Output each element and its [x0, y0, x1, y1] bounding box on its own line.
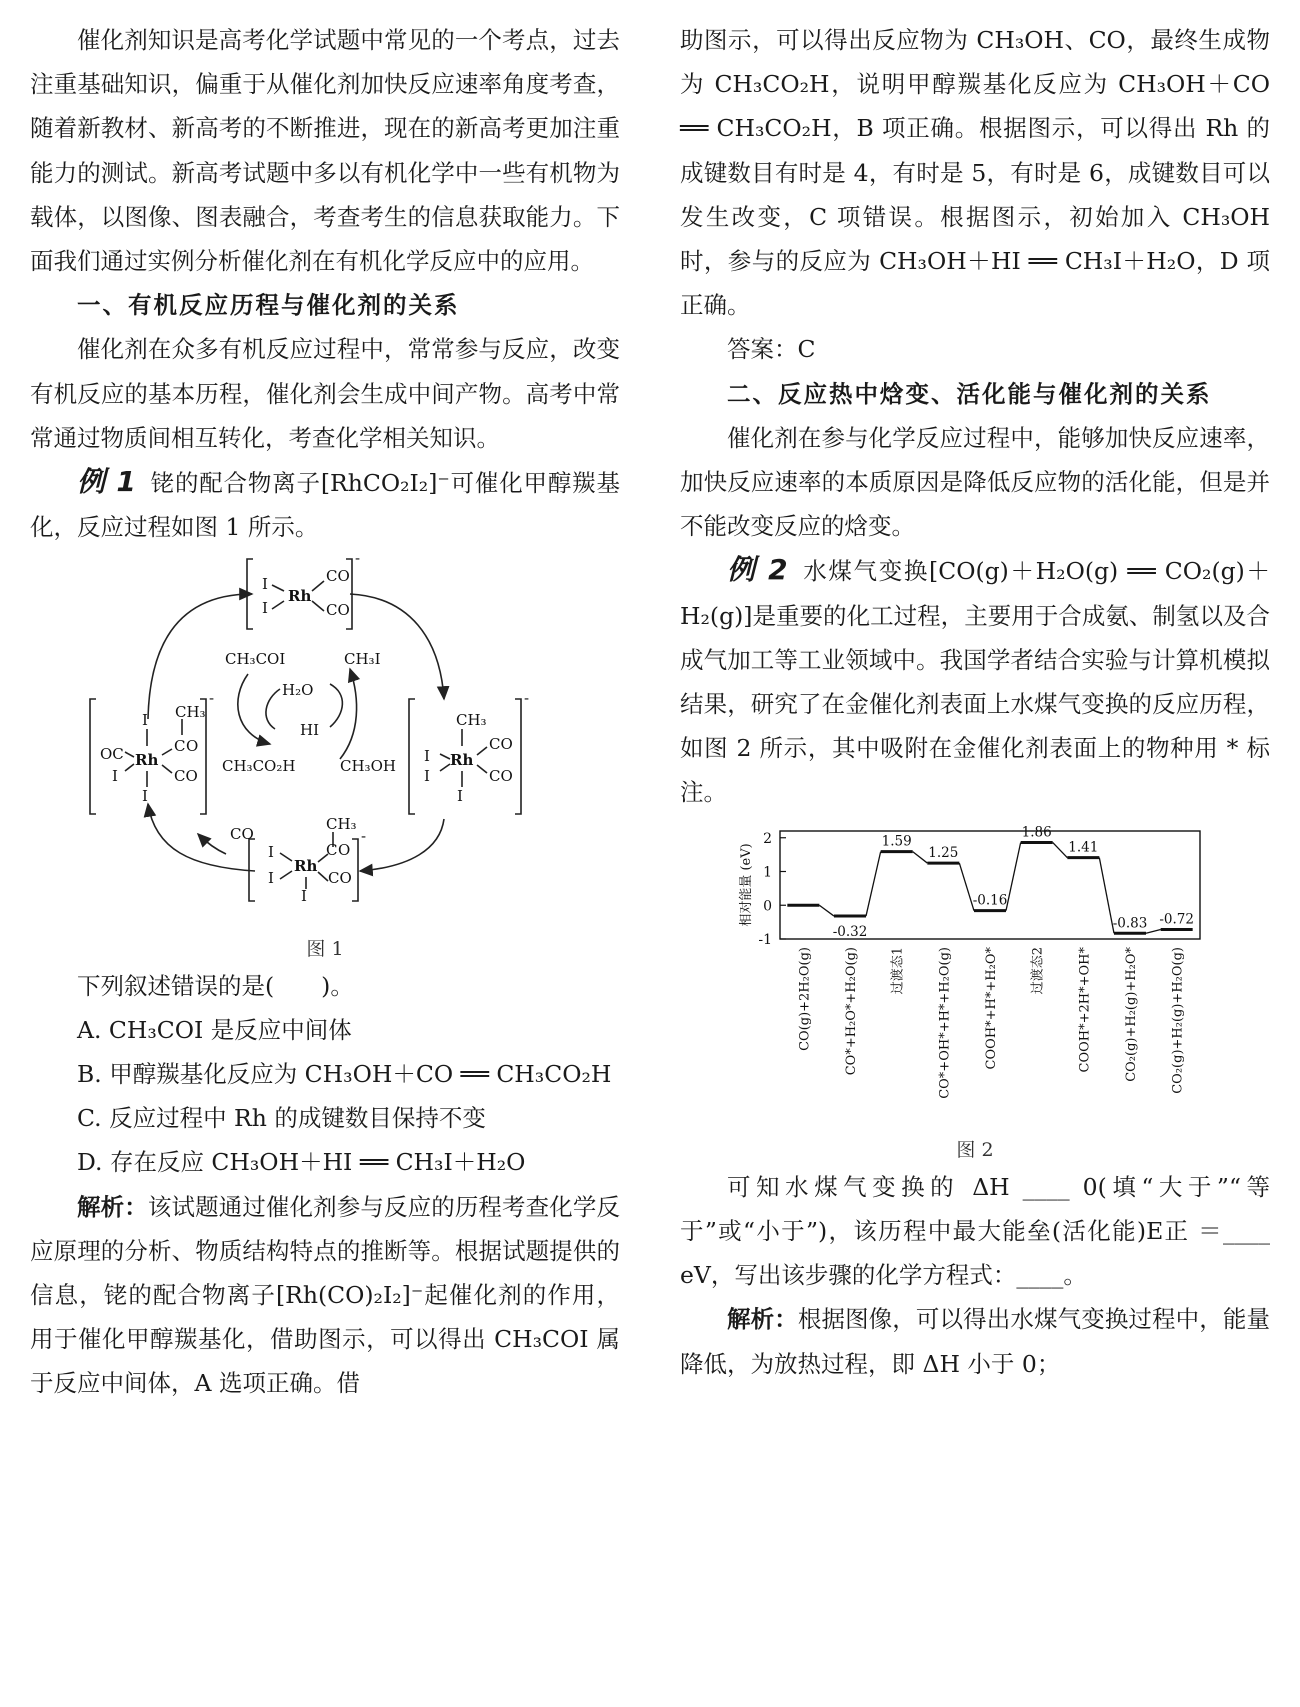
right-column — [680, 18, 1270, 1386]
example2-paragraph — [680, 548, 1270, 814]
fig1-atom-co: CO — [326, 601, 350, 620]
fig1-atom-rh: Rh — [450, 751, 474, 770]
option-a: A. CH₃COI 是反应中间体 — [77, 1015, 352, 1044]
connector-line — [959, 863, 974, 911]
data-label: -0.72 — [1159, 911, 1194, 928]
fig1-atom-c: C — [326, 841, 338, 860]
data-label: 1.59 — [881, 833, 912, 850]
fig1-atom-i: I — [112, 767, 118, 786]
left-column — [30, 18, 620, 1406]
connector-line — [819, 905, 834, 916]
data-label: -0.32 — [832, 923, 868, 940]
connector-line — [1053, 842, 1068, 857]
fig1-species-h2o: H₂O — [282, 681, 314, 700]
analysis-label: 解析： — [77, 1192, 148, 1221]
cycle-arrow-top-right — [350, 594, 444, 699]
option-b: B. 甲醇羰基化反应为 CH₃OH＋CO ══ CH₃CO₂H — [77, 1060, 612, 1089]
fig1-atom-rh: Rh — [135, 751, 159, 770]
analysis-continued: 助图示，可以得出反应物为 CH₃OH、CO，最终生成物为 CH₃CO₂H，说明甲醇羰基化反应为 CH₃OH＋CO ══ CH₃CO₂H，B 项正确。根据图示，可以得出 Rh 的成键数目有时是 4，有时是 5，有时是 6，成键数目可以发生改变，C 项错误。根据图示，初始加入 CH₃OH 时，参与的反应为 CH₃OH＋HI ══ CH₃I＋H₂O，D 项正确。 — [680, 26, 1270, 320]
question-stem: 下列叙述错误的是( )。 — [77, 971, 354, 1000]
section1-title: 一、有机反应历程与催化剂的关系 — [77, 291, 460, 320]
example1-text: 铑的配合物离子[RhCO₂I₂]⁻可催化甲醇羰基化，反应过程如图 1 所示。 — [30, 469, 620, 542]
section2-paragraph: 催化剂在参与化学反应过程中，能够加快反应速率，加快反应速率的本质原因是降低反应物的活化能，但是并不能改变反应的焓变。 — [680, 423, 1270, 541]
fig1-species-co: CO — [230, 825, 254, 844]
answer-line: 答案：C — [727, 335, 816, 364]
fig1-atom-ch3: CH₃ — [326, 815, 357, 834]
example1-paragraph — [30, 460, 620, 549]
analysis2-label: 解析： — [727, 1305, 798, 1334]
fig1-atom-co: CO — [328, 869, 352, 888]
co-in-arrow — [198, 834, 226, 854]
fig1-charge: - — [209, 689, 215, 708]
data-label: 1.25 — [928, 844, 959, 861]
inner-arrow-h2o — [266, 689, 280, 729]
connector-line — [1146, 929, 1161, 933]
inner-arrow-right — [340, 669, 357, 759]
fig1-atom-o: O — [338, 841, 351, 860]
question2-paragraph: 可知水煤气变换的 ΔH ____ 0(填“大于”“等于”或“小于”)，该历程中最大能垒(活化能)E正 ＝____ eV，写出该步骤的化学方程式：____。 — [680, 1172, 1270, 1290]
fig1-atom-co: CO — [326, 567, 350, 586]
fig1-atom-i: I — [268, 843, 274, 862]
connector-line — [913, 851, 928, 862]
analysis2-text: 根据图像，可以得出水煤气变换过程中，能量降低，为放热过程，即 ΔH 小于 0； — [680, 1305, 1271, 1378]
category-label: CO*+OH*+H*+H₂O(g) — [937, 946, 953, 1099]
y-tick-label: 0 — [763, 897, 772, 914]
data-label: 1.86 — [1021, 824, 1052, 841]
section1-paragraph: 催化剂在众多有机反应过程中，常常参与反应，改变有机反应的基本历程，催化剂会生成中间产物。高考中常常通过物质间相互转化，考查化学相关知识。 — [30, 335, 620, 452]
cycle-arrow-bottom-right — [360, 819, 444, 871]
figure2 — [680, 821, 1270, 1135]
fig1-atom-i: I — [424, 747, 430, 766]
fig1-atom-co: CO — [489, 767, 513, 786]
inner-arrow-left — [238, 674, 270, 744]
analysis-text: 该试题通过催化剂参与反应的历程考查化学反应原理的分析、物质结构特点的推断等。根据试题提供的信息，铑的配合物离子[Rh(CO)₂I₂]⁻起催化剂的作用，用于催化甲醇羰基化，借助图示，可以得出 CH₃COI 属于反应中间体，A 选项正确。借 — [30, 1192, 621, 1398]
fig1-atom-co: CO — [174, 767, 198, 786]
fig1-species-ch3coi: CH₃COI — [225, 650, 286, 669]
fig1-atom-i: I — [142, 787, 148, 806]
fig1-atom-i: I — [301, 887, 307, 906]
connector-line — [866, 851, 881, 915]
fig1-atom-ch3: CH₃ — [456, 711, 487, 730]
category-label: CO(g)+2H₂O(g) — [797, 946, 813, 1051]
fig1-atom-i: I — [262, 599, 268, 618]
y-tick-label: 2 — [763, 830, 772, 847]
y-tick-label: 1 — [763, 864, 772, 881]
intro-paragraph: 催化剂知识是高考化学试题中常见的一个考点，过去注重基础知识，偏重于从催化剂加快反应速率角度考查，随着新教材、新高考的不断推进，现在的新高考更加注重能力的测试。新高考试题中多以有机化学中一些有机物为载体，以图像、图表融合，考查考生的信息获取能力。下面我们通过实例分析催化剂在有机化学反应中的应用。 — [30, 26, 620, 276]
fig1-atom-i: I — [142, 711, 148, 730]
fig1-charge: - — [355, 549, 361, 568]
y-tick-label: -1 — [758, 931, 772, 948]
figure2-caption: 图 2 — [956, 1138, 994, 1161]
category-label: COOH*+2H*+OH* — [1077, 946, 1093, 1073]
figure1-caption: 图 1 — [306, 937, 344, 960]
fig1-atom-c: C — [174, 737, 186, 756]
category-label: COOH*+H*+H₂O* — [984, 946, 999, 1070]
fig1-atom-o: O — [186, 737, 199, 756]
analysis2-paragraph — [680, 1297, 1270, 1385]
fig1-atom-i: I — [268, 869, 274, 888]
fig1-species-hi: HI — [300, 721, 320, 740]
fig1-species-ch3i: CH₃I — [344, 650, 381, 669]
data-label: -0.16 — [972, 892, 1008, 909]
category-label: CO₂(g)+H₂(g)+H₂O* — [1124, 946, 1139, 1082]
data-label: -0.83 — [1112, 914, 1148, 931]
option-d: D. 存在反应 CH₃OH＋HI ══ CH₃I＋H₂O — [77, 1148, 526, 1177]
fig1-catalytic-cycle — [30, 549, 620, 919]
connector-line — [1099, 857, 1114, 933]
y-axis-label: 相对能量 (eV) — [739, 842, 754, 927]
connector-line — [1006, 842, 1021, 910]
energy-profile-chart — [680, 821, 1270, 1121]
inner-arrow-hi — [330, 684, 342, 727]
fig1-atom-i: I — [262, 575, 268, 594]
category-label: CO*+H₂O*+H₂O(g) — [844, 946, 859, 1075]
fig1-atom-co: CO — [489, 735, 513, 754]
fig1-atom-i: I — [457, 787, 463, 806]
fig1-atom-ch3: CH₃ — [175, 703, 206, 722]
analysis-paragraph — [30, 1185, 620, 1406]
category-label: CO₂(g)+H₂(g)+H₂O(g) — [1170, 946, 1186, 1094]
section2-title: 二、反应热中焓变、活化能与催化剂的关系 — [727, 379, 1212, 408]
example2-text: 水煤气变换[CO(g)＋H₂O(g) ══ CO₂(g)＋H₂(g)]是重要的化工过程，主要用于合成氨、制氢以及合成气加工等工业领域中。我国学者结合实验与计算机模拟结果，研究了在金催化剂表面上水煤气变换的反应历程，如图 2 所示，其中吸附在金催化剂表面上的物种用 * 标注。 — [680, 557, 1270, 807]
category-label: 过渡态1 — [890, 946, 906, 994]
fig1-atom-oc: OC — [100, 745, 124, 764]
option-c: C. 反应过程中 Rh 的成键数目保持不变 — [77, 1104, 486, 1133]
fig1-atom-rh: Rh — [294, 857, 318, 876]
fig1-atom-rh: Rh — [288, 587, 312, 606]
fig1-charge: - — [524, 689, 530, 708]
figure1 — [30, 549, 620, 933]
example2-label: 例 2 — [727, 553, 788, 587]
category-label: 过渡态2 — [1030, 946, 1046, 994]
fig1-species-ch3co2h: CH₃CO₂H — [222, 757, 296, 776]
fig1-charge: - — [361, 827, 367, 846]
fig1-atom-i: I — [424, 767, 430, 786]
data-label: 1.41 — [1068, 839, 1099, 856]
example1-label: 例 1 — [77, 465, 136, 499]
fig1-species-ch3oh: CH₃OH — [340, 757, 396, 776]
